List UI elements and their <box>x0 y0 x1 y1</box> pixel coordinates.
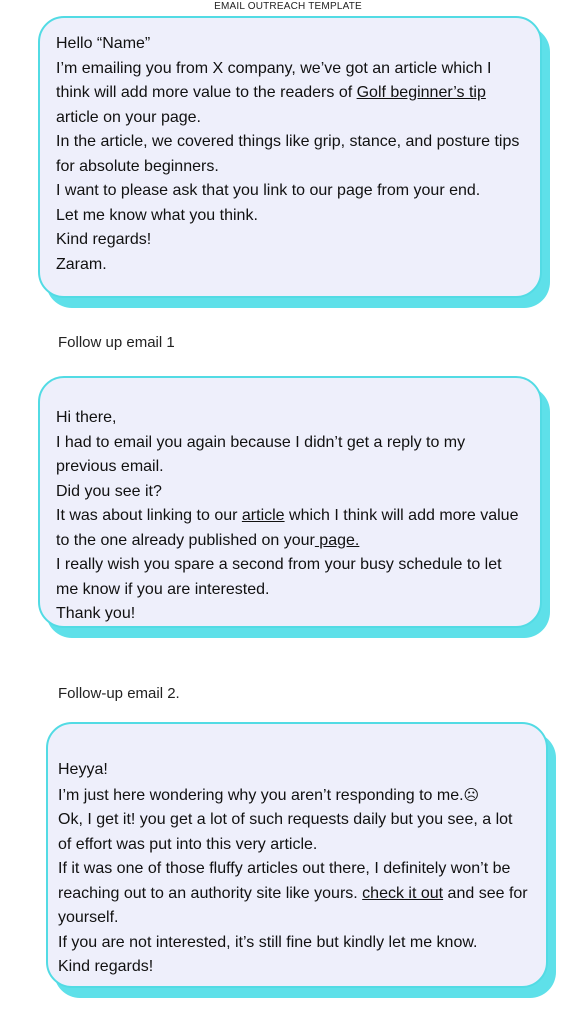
email-text: article on your page. <box>56 108 201 126</box>
followup2-body <box>46 722 548 988</box>
sad-face-icon: ☹ <box>463 785 480 804</box>
email-paragraph <box>58 783 530 809</box>
followup1-label: Follow up email 1 <box>58 334 175 351</box>
followup1-card <box>38 376 552 638</box>
email-signoff: Kind regards! <box>56 231 152 248</box>
email-greeting: Hello “Name” <box>56 35 151 52</box>
email-signoff: Thank you! <box>56 605 136 622</box>
email-signature: Zaram. <box>56 255 107 273</box>
email-text: and see for yourself. <box>58 884 528 926</box>
email-paragraph <box>58 857 530 931</box>
email-paragraph: In the article, we covered things like grip, stance, and posture tips for absolute beginners. <box>56 133 520 175</box>
page-title: EMAIL OUTREACH TEMPLATE <box>214 1 362 12</box>
check-it-out-link[interactable]: check it out <box>362 884 444 902</box>
email-paragraph: If you are not interested, it’s still fine but kindly let me know. <box>58 933 478 951</box>
email-text: It was about linking to our <box>56 507 242 524</box>
email-text: which I think will add more value to the one already published on your <box>56 507 519 549</box>
email-greeting: Heyya! <box>58 761 108 778</box>
email-paragraph: I had to email you again because I didn’t get a reply to my previous email. <box>56 433 466 475</box>
email-signoff: Kind regards! <box>58 958 154 975</box>
email-greeting: Hi there, <box>56 409 117 426</box>
followup2-label: Follow-up email 2. <box>58 685 180 702</box>
email-text: I’m just here wondering why you aren’t responding to me. <box>58 786 464 804</box>
email-paragraph: Ok, I get it! you get a lot of such requests daily but you see, a lot of effort was put into this very article. <box>58 811 513 853</box>
email-text: I’m emailing you from X company, we’ve got an article which I think will add more value to the readers of <box>56 59 492 101</box>
followup1-body <box>38 376 542 628</box>
followup2-card <box>46 722 558 998</box>
email-paragraph: Let me know what you think. <box>56 206 258 224</box>
page-link[interactable]: page. <box>314 531 360 549</box>
email-template-card <box>38 16 552 308</box>
email-paragraph <box>56 57 524 131</box>
email-template-body <box>38 16 542 298</box>
email-paragraph: I really wish you spare a second from your busy schedule to let me know if you are interested. <box>56 556 502 598</box>
golf-tip-link[interactable]: Golf beginner’s tip <box>356 84 486 101</box>
article-link[interactable]: article <box>241 507 285 524</box>
email-paragraph <box>56 504 524 553</box>
email-text: If it was one of those fluffy articles out there, I definitely won’t be reaching out to an authority site like yours. <box>58 860 511 902</box>
email-paragraph: I want to please ask that you link to our page from your end. <box>56 182 481 199</box>
email-paragraph: Did you see it? <box>56 482 162 500</box>
